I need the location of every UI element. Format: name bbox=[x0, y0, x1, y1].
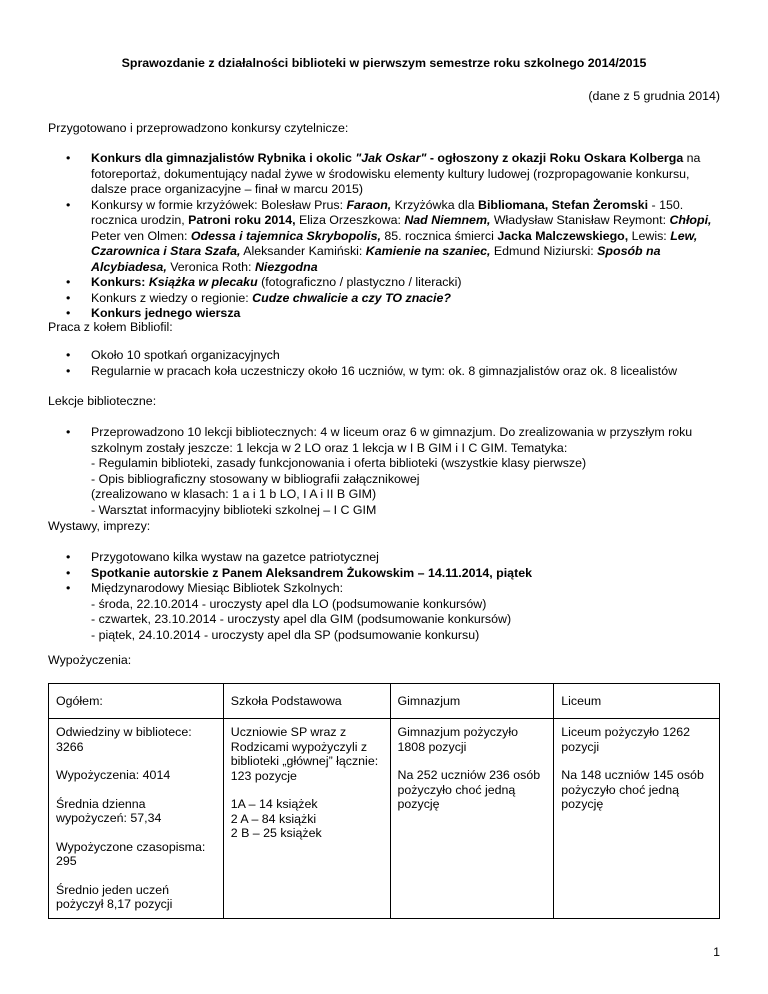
crossword-title: Chłopi, bbox=[669, 213, 712, 227]
total-visits: Odwiedziny w bibliotece: 3266 bbox=[56, 725, 192, 754]
crossword-title: Lew, Czarownica i Stara Szafa, bbox=[91, 228, 698, 258]
events-heading: Wystawy, imprezy: bbox=[48, 519, 151, 533]
contest-5-title: Konkurs jednego wiersza bbox=[91, 306, 241, 320]
contest-3-title: Książka w plecaku bbox=[148, 275, 258, 289]
bullet-icon: • bbox=[66, 550, 71, 564]
lessons-summary: Przeprowadzono 10 lekcji bibliotecznych: 4 w liceum oraz 6 w gimnazjum. Do zrealizowania w przyszłym roku szkolnym zostały jeszcze: 1 lekcja w 2 LO oraz 1 lekcja w I B GIM i I C GIM. Tematyka: bbox=[91, 425, 693, 455]
list-item bbox=[66, 151, 726, 198]
list-item bbox=[66, 566, 726, 582]
table-cell-lyceum bbox=[554, 719, 720, 919]
table-cell-gymnasium bbox=[390, 719, 554, 919]
crossword-text: Veronica Roth: bbox=[166, 259, 255, 274]
contest-1-name: "Jak Oskar" bbox=[355, 151, 427, 165]
table-header-cell: Szkoła Podstawowa bbox=[223, 684, 390, 719]
date-note: (dane z 5 grudnia 2014) bbox=[588, 89, 720, 103]
event-text: Międzynarodowy Miesiąc Bibliotek Szkolnych: bbox=[91, 581, 344, 595]
bullet-icon: • bbox=[66, 197, 71, 212]
event-date-line: - czwartek, 23.10.2014 - uroczysty apel dla GIM (podsumowanie konkursów) bbox=[91, 612, 512, 626]
crossword-text: 85. rocznica śmierci bbox=[380, 228, 498, 243]
primary-summary: Uczniowie SP wraz z Rodzicami wypożyczyli z biblioteki „głównej” łącznie: 123 pozycje bbox=[230, 725, 379, 783]
primary-class-count: 1A – 14 książek bbox=[230, 797, 318, 811]
magazines-loaned: Wypożyczone czasopisma: 295 bbox=[56, 839, 206, 868]
club-list bbox=[66, 348, 726, 379]
bullet-icon: • bbox=[66, 348, 71, 362]
primary-class-count: 2 A – 84 książki bbox=[230, 811, 317, 826]
bullet-icon: • bbox=[66, 275, 71, 289]
contest-1-description: na fotoreportaż, dokumentujący nadal żywe w środowisku elementy kultury ludowej (rozpropagowanie konkursu, dalsze prace organizacyjne – finał w marcu 2015) bbox=[91, 151, 701, 196]
contest-3-label: Konkurs: bbox=[91, 275, 149, 289]
contests-heading: Przygotowano i przeprowadzono konkursy czytelnicze: bbox=[48, 121, 349, 135]
crossword-text: - 150. rocznica urodzin, bbox=[91, 197, 684, 227]
list-item bbox=[66, 550, 726, 566]
crossword-text: Krzyżówka dla bbox=[391, 197, 478, 212]
club-item-text: Regularnie w pracach koła uczestniczy około 16 uczniów, w tym: ok. 8 gimnazjalistów oraz ok. 8 licealistów bbox=[91, 363, 678, 378]
lyceum-loans: Liceum pożyczyło 1262 pozycji bbox=[561, 725, 691, 754]
list-item bbox=[66, 291, 726, 307]
contest-4-title: Cudze chwalicie a czy TO znacie? bbox=[252, 290, 451, 305]
per-student-average: Średnio jeden uczeń pożyczył 8,17 pozycji bbox=[56, 882, 173, 911]
lessons-topic: - Opis bibliograficzny stosowany w bibliografii załącznikowej bbox=[91, 471, 420, 486]
crossword-text: Lewis: bbox=[628, 228, 671, 243]
crossword-text: Edmund Niziurski: bbox=[490, 244, 598, 258]
event-date-line: - piątek, 24.10.2014 - uroczysty apel dla SP (podsumowanie konkursu) bbox=[91, 627, 480, 642]
lessons-topic: - Warsztat informacyjny biblioteki szkolnej – I C GIM bbox=[91, 502, 377, 517]
bullet-icon: • bbox=[66, 565, 71, 580]
list-item bbox=[66, 348, 726, 364]
crossword-title: Odessa i tajemnica Skrybopolis, bbox=[190, 228, 381, 243]
crossword-title: Niezgodna bbox=[254, 259, 318, 274]
event-date-line: - środa, 22.10.2014 - uroczysty apel dla LO (podsumowanie konkursów) bbox=[91, 596, 487, 611]
list-item bbox=[66, 198, 726, 276]
crossword-title: Bibliomana, Stefan Żeromski bbox=[478, 197, 649, 212]
crossword-title: Jacka Malczewskiego, bbox=[497, 228, 629, 243]
crossword-text: Aleksander Kamiński: bbox=[240, 244, 366, 258]
loans-heading: Wypożyczenia: bbox=[48, 653, 132, 667]
list-item bbox=[66, 581, 726, 643]
bullet-icon: • bbox=[66, 306, 71, 320]
primary-class-count: 2 B – 25 książek bbox=[230, 826, 322, 840]
list-item bbox=[66, 425, 726, 518]
events-list bbox=[66, 550, 726, 643]
crossword-title: Sposób na Alcybiadesa, bbox=[91, 244, 661, 274]
table-header-cell: Liceum bbox=[554, 684, 720, 719]
bullet-icon: • bbox=[66, 363, 71, 378]
club-heading: Praca z kołem Bibliofil: bbox=[48, 320, 173, 334]
list-item bbox=[66, 275, 726, 291]
bullet-icon: • bbox=[66, 290, 71, 305]
bullet-icon: • bbox=[66, 581, 71, 595]
list-item bbox=[66, 364, 726, 380]
lessons-list bbox=[66, 425, 726, 518]
crossword-text: Peter ven Olmen: bbox=[91, 228, 191, 243]
gymnasium-loans: Gimnazjum pożyczyło 1808 pozycji bbox=[397, 725, 519, 754]
table-header-row bbox=[49, 684, 720, 719]
contest-1-occasion: - ogłoszony z okazji Roku Oskara Kolberga bbox=[426, 151, 684, 165]
crossword-title: Kamienie na szaniec, bbox=[365, 244, 491, 258]
contest-4-label: Konkurs z wiedzy o regionie: bbox=[91, 290, 253, 305]
club-item-text: Około 10 spotkań organizacyjnych bbox=[91, 348, 280, 362]
crossword-text: Władysław Stanisław Reymont: bbox=[490, 213, 670, 227]
bullet-icon: • bbox=[66, 425, 71, 439]
table-header-cell: Gimnazjum bbox=[390, 684, 554, 719]
crossword-text: Eliza Orzeszkowa: bbox=[295, 213, 405, 227]
lessons-topic: - Regulamin biblioteki, zasady funkcjonowania i oferta biblioteki (wszystkie klasy pierwsze) bbox=[91, 456, 587, 470]
contest-1-title: Konkurs dla gimnazjalistów Rybnika i okolic bbox=[91, 151, 356, 165]
page-number: 1 bbox=[713, 945, 720, 959]
event-author-meeting: Spotkanie autorskie z Panem Aleksandrem Żukowskim – 14.11.2014, piątek bbox=[91, 565, 532, 580]
table-header-cell: Ogółem: bbox=[49, 684, 224, 719]
document-title: Sprawozdanie z działalności biblioteki w pierwszym semestrze roku szkolnego 2014/2015 bbox=[121, 56, 647, 70]
crossword-title: Patroni roku 2014, bbox=[188, 213, 296, 227]
contests-list bbox=[66, 151, 726, 322]
lessons-topic-note: (zrealizowano w klasach: 1 a i 1 b LO, I A i II B GIM) bbox=[91, 487, 377, 501]
gymnasium-readers: Na 252 uczniów 236 osób pożyczyło choć jedną pozycję bbox=[397, 768, 541, 811]
table-cell-total bbox=[49, 719, 224, 919]
contest-3-description: (fotograficzno / plastyczno / literacki) bbox=[257, 275, 462, 289]
crossword-title: Faraon, bbox=[346, 197, 392, 212]
table-cell-primary bbox=[223, 719, 390, 919]
crossword-text: Konkursy w formie krzyżówek: Bolesław Prus: bbox=[91, 197, 347, 212]
crossword-title: Nad Niemnem, bbox=[404, 213, 491, 227]
loans-table bbox=[48, 683, 720, 919]
lessons-heading: Lekcje biblioteczne: bbox=[48, 394, 157, 408]
bullet-icon: • bbox=[66, 151, 71, 165]
event-text: Przygotowano kilka wystaw na gazetce patriotycznej bbox=[91, 550, 379, 564]
total-loans: Wypożyczenia: 4014 bbox=[56, 768, 171, 782]
table-row bbox=[49, 719, 720, 919]
daily-average: Średnia dzienna wypożyczeń: 57,34 bbox=[56, 796, 162, 825]
lyceum-readers: Na 148 uczniów 145 osób pożyczyło choć jedną pozycję bbox=[561, 768, 704, 811]
